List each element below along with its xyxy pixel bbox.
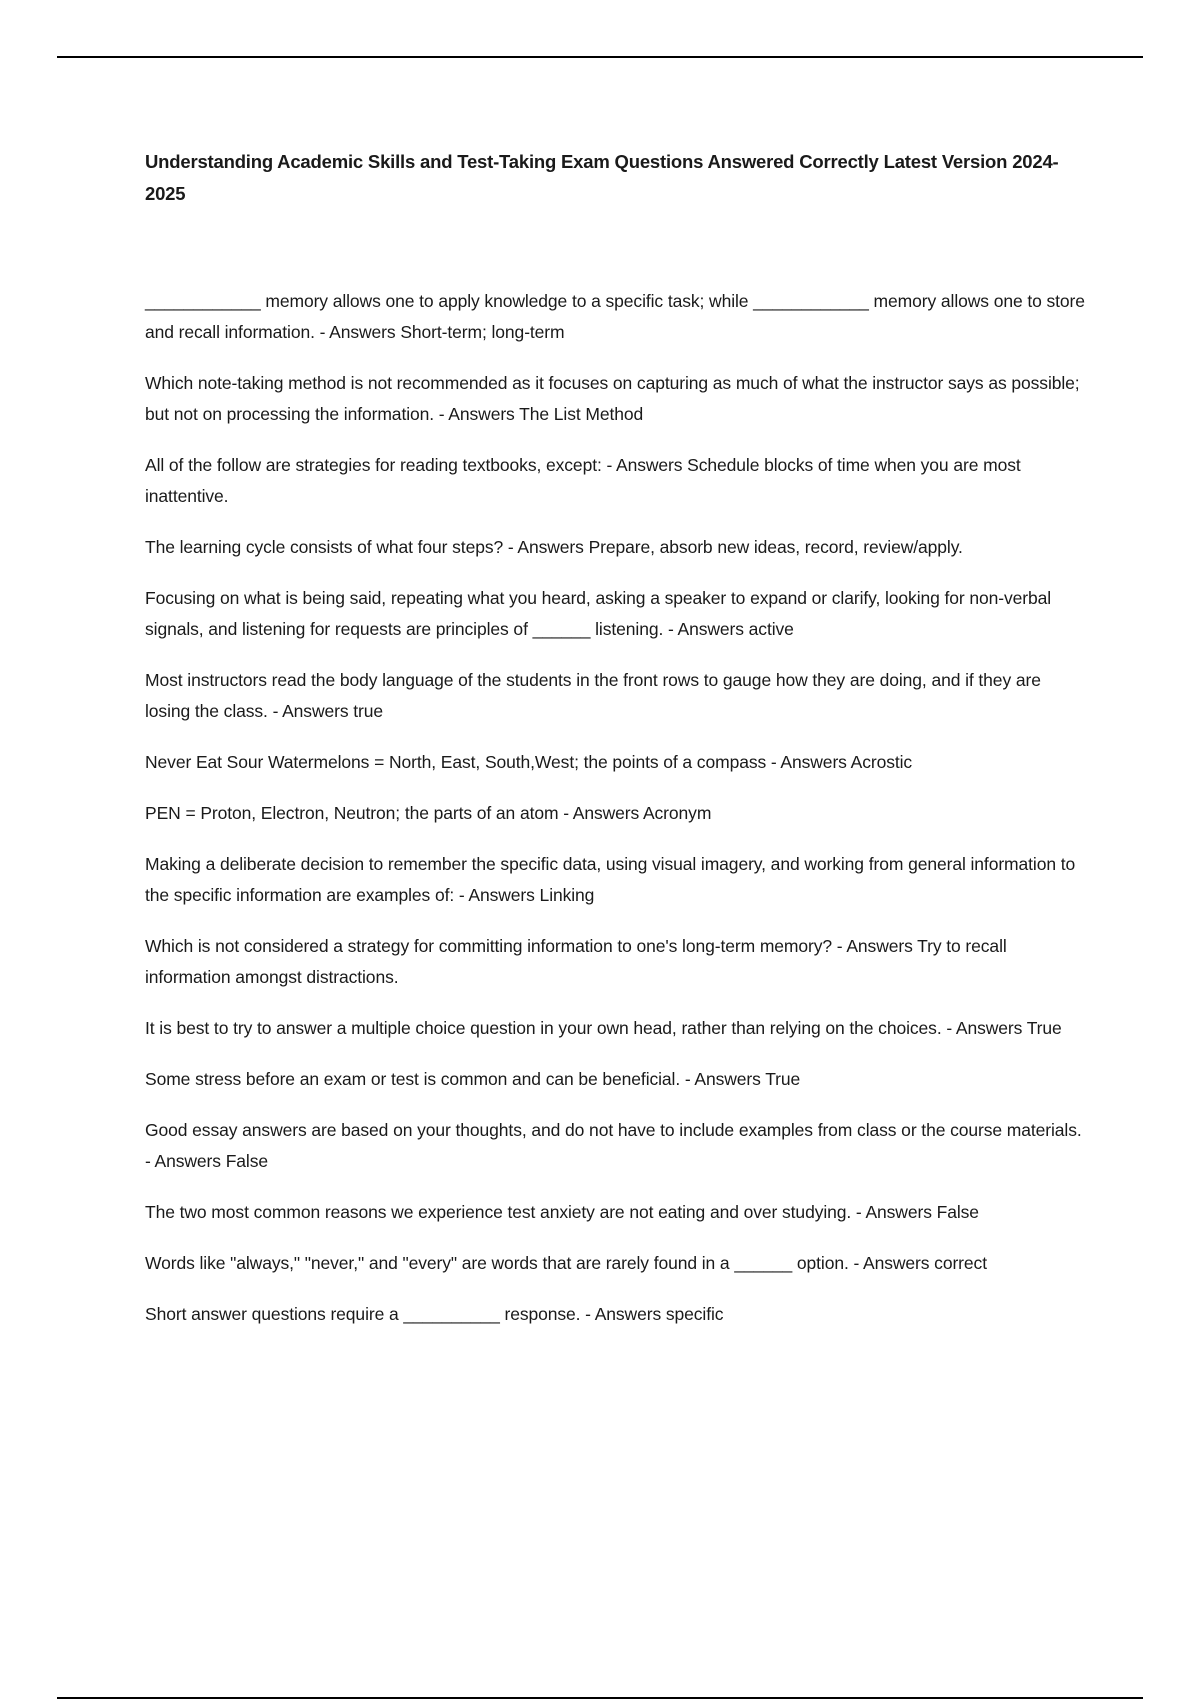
document-title: Understanding Academic Skills and Test-Taking Exam Questions Answered Correctly Latest Version 2024-2025 (145, 151, 1059, 204)
qa-item: Making a deliberate decision to remember the specific data, using visual imagery, and working from general information to the specific information are examples of: - Answers Linking (145, 854, 1076, 905)
qa-item: Some stress before an exam or test is common and can be beneficial. - Answers True (145, 1069, 801, 1089)
document-body (145, 146, 1085, 1350)
qa-list (145, 286, 1085, 1330)
qa-item: Most instructors read the body language of the students in the front rows to gauge how they are doing, and if they are losing the class. - Answers true (145, 670, 1041, 721)
qa-item: PEN = Proton, Electron, Neutron; the parts of an atom - Answers Acronym (145, 803, 712, 823)
qa-item: The two most common reasons we experience test anxiety are not eating and over studying. - Answers False (145, 1202, 979, 1222)
qa-item: Never Eat Sour Watermelons = North, East, South,West; the points of a compass - Answers Acrostic (145, 752, 913, 772)
qa-item: ____________ memory allows one to apply knowledge to a specific task; while ____________ memory allows one to store and recall information. - Answers Short-term; long-term (145, 291, 1085, 342)
qa-item: All of the follow are strategies for reading textbooks, except: - Answers Schedule blocks of time when you are most inattentive. (145, 455, 1021, 506)
qa-item: Focusing on what is being said, repeating what you heard, asking a speaker to expand or clarify, looking for non-verbal signals, and listening for requests are principles of ______ listening. - Answers active (145, 588, 1052, 639)
qa-item: Short answer questions require a __________ response. - Answers specific (145, 1304, 724, 1324)
qa-item: Which note-taking method is not recommended as it focuses on capturing as much of what the instructor says as possible; but not on processing the information. - Answers The List Method (145, 373, 1080, 424)
qa-item: Good essay answers are based on your thoughts, and do not have to include examples from class or the course materials. - Answers False (145, 1120, 1082, 1171)
qa-item: The learning cycle consists of what four steps? - Answers Prepare, absorb new ideas, record, review/apply. (145, 537, 963, 557)
qa-item: Which is not considered a strategy for committing information to one's long-term memory? - Answers Try to recall information amongst distractions. (145, 936, 1007, 987)
qa-item: It is best to try to answer a multiple choice question in your own head, rather than relying on the choices. - Answers True (145, 1018, 1062, 1038)
qa-item: Words like "always," "never," and "every" are words that are rarely found in a ______ option. - Answers correct (145, 1253, 987, 1273)
top-rule (57, 56, 1143, 58)
bottom-rule (57, 1697, 1143, 1699)
